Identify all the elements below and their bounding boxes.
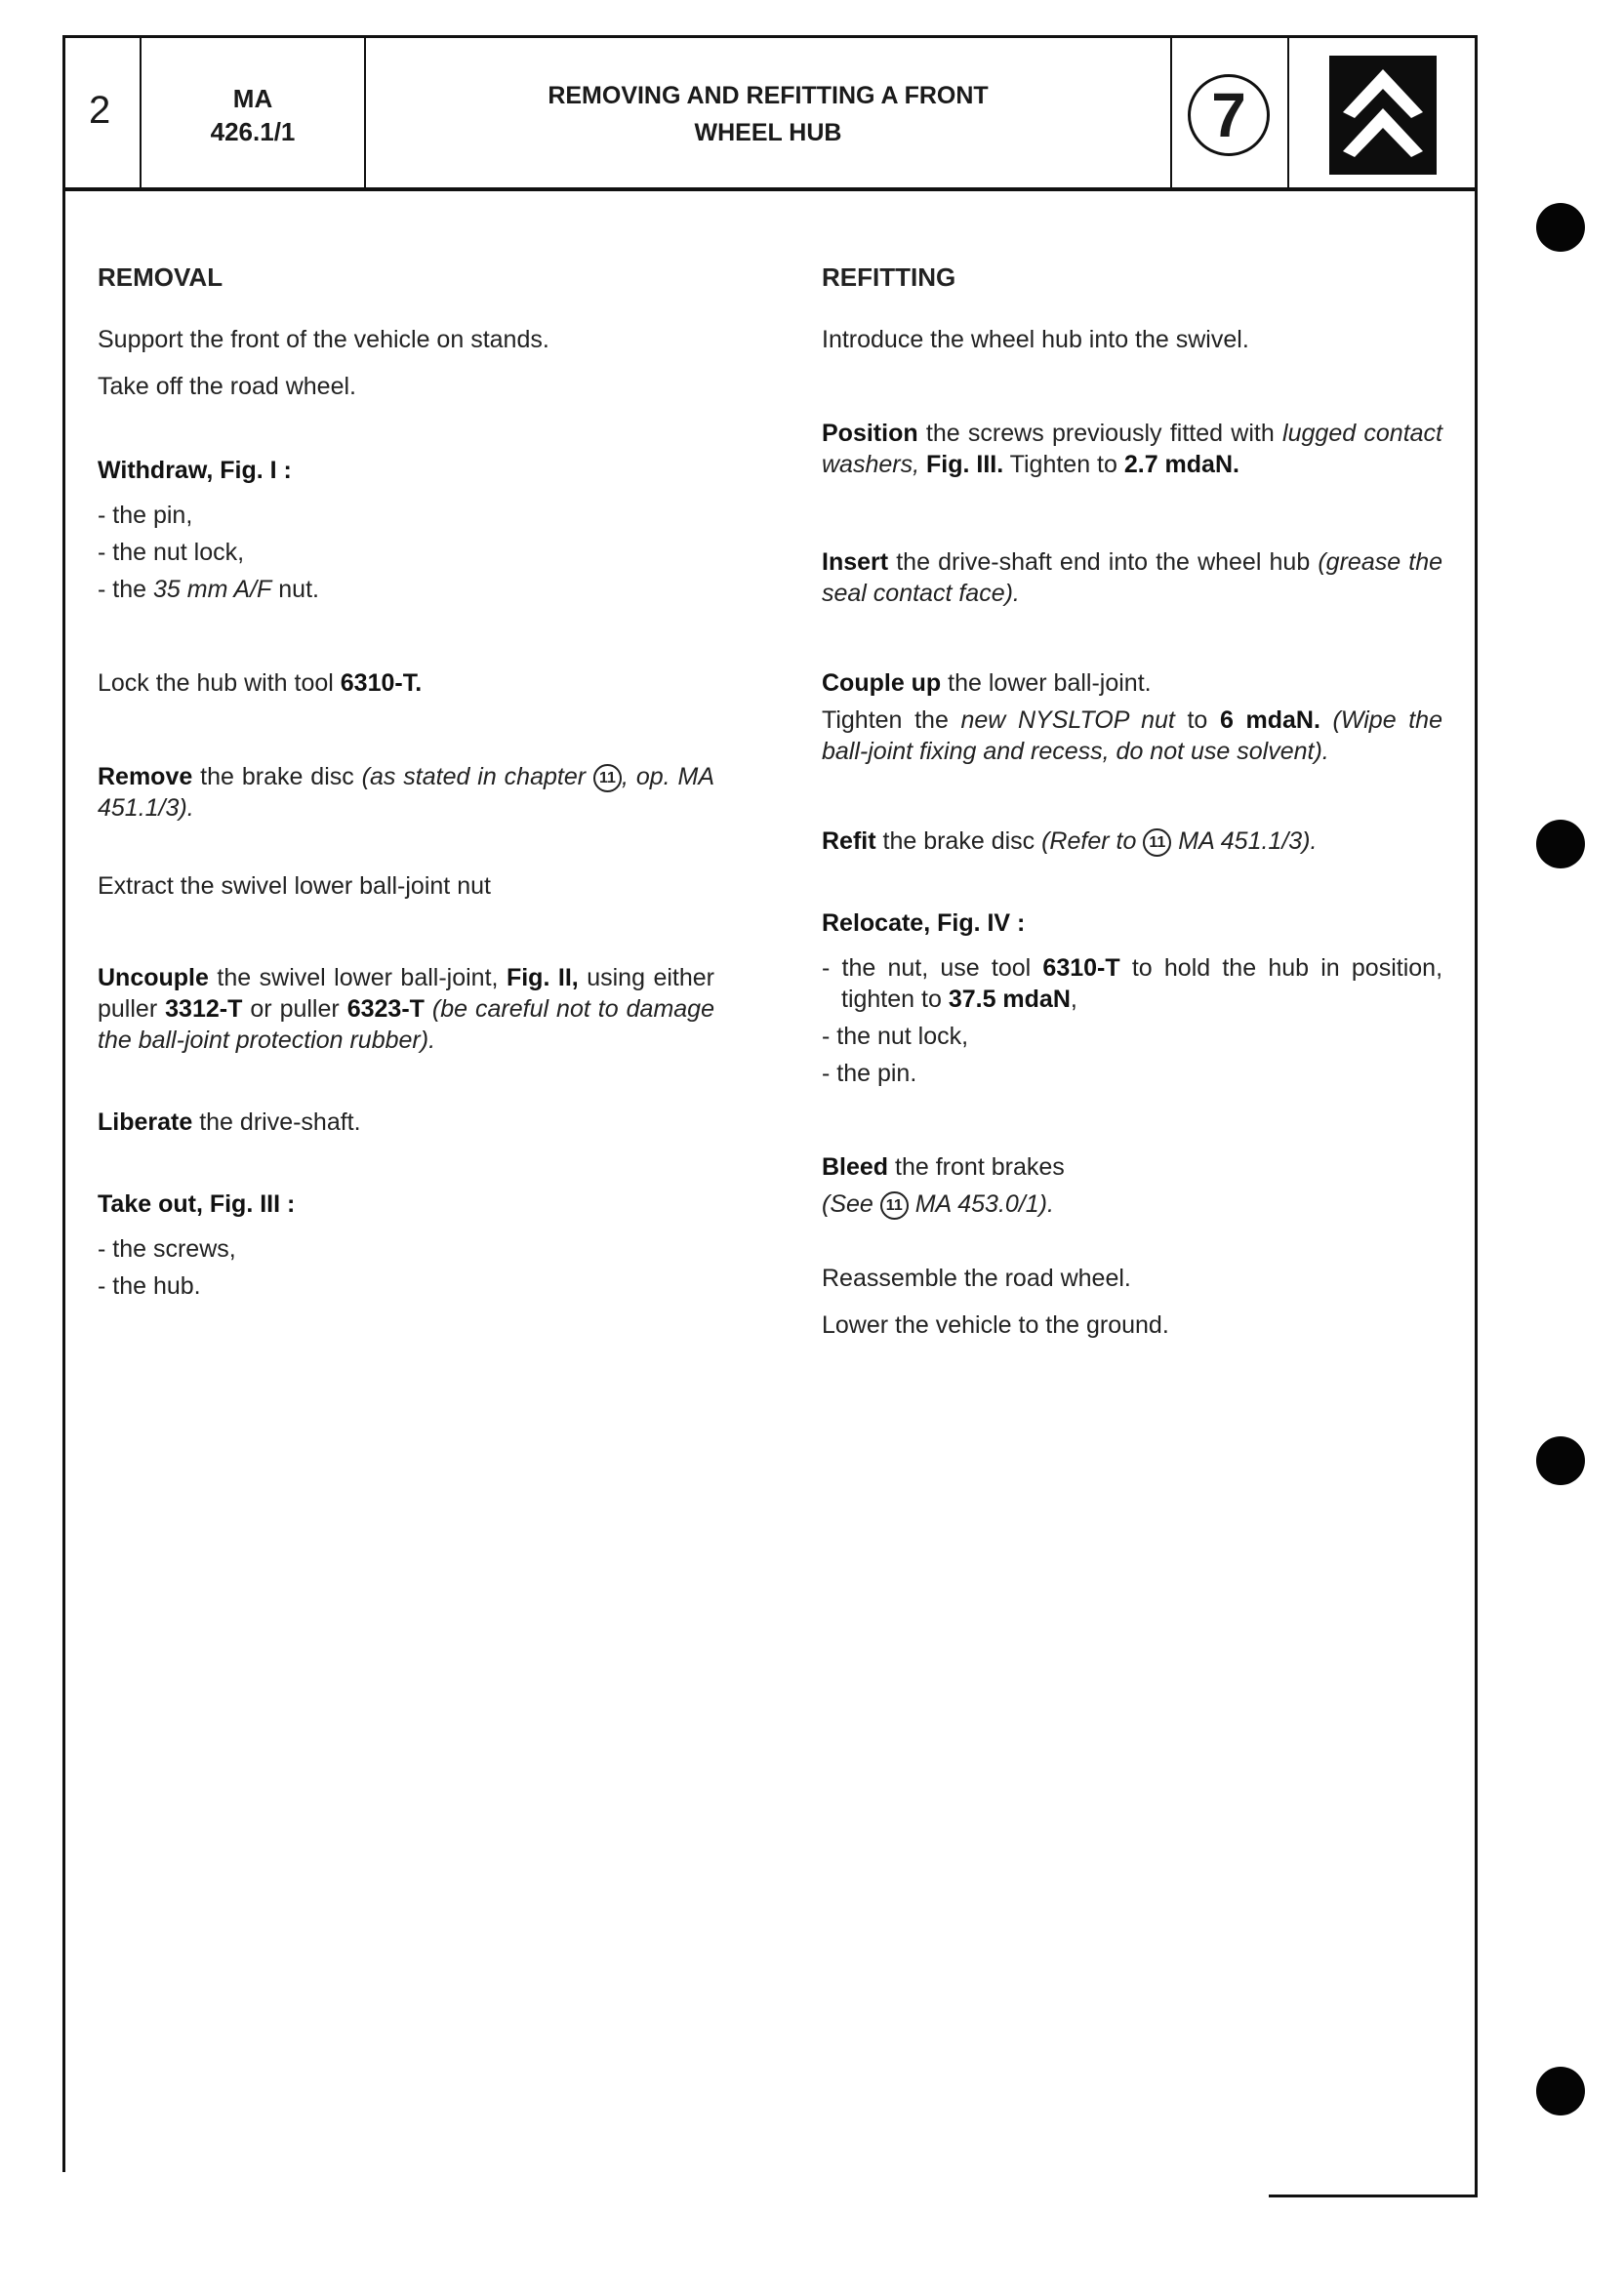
- removal-heading: REMOVAL: [98, 262, 223, 292]
- refit-step-position: Position the screws previously fitted with lugged contact washers, Fig. III. Tighten to 2.7 mdaN.: [822, 420, 1443, 478]
- chapter-ref-icon: 11: [880, 1191, 909, 1220]
- removal-step-support: Support the front of the vehicle on stands.: [98, 326, 549, 353]
- removal-column: [98, 262, 714, 1302]
- page-header: [62, 35, 1478, 191]
- binder-hole: [1536, 2067, 1585, 2115]
- removal-step-lock-hub: Lock the hub with tool 6310-T.: [98, 669, 423, 697]
- withdraw-label: Withdraw, Fig. I :: [98, 457, 292, 484]
- list-item: - the nut, use tool 6310-T to hold the hub in position, tighten to 37.5 mdaN,: [822, 954, 1443, 1013]
- refit-step-insert: Insert the drive-shaft end into the wheel hub (grease the seal contact face).: [822, 548, 1443, 607]
- relocate-label: Relocate, Fig. IV :: [822, 909, 1026, 937]
- chapter-number: 7: [1188, 74, 1270, 156]
- page-frame-bottom: [1269, 2195, 1478, 2197]
- refit-step-tighten: Tighten the new NYSLTOP nut to 6 mdaN. (Wipe the ball-joint fixing and recess, do not use solvent).: [822, 706, 1442, 765]
- removal-step-liberate: Liberate the drive-shaft.: [98, 1108, 361, 1136]
- chapter-ref-icon: 11: [1143, 828, 1171, 857]
- list-item: - the pin,: [98, 502, 193, 529]
- list-item: - the 35 mm A/F nut.: [98, 576, 319, 603]
- page-title-line-1: REMOVING AND REFITTING A FRONT: [548, 82, 989, 109]
- binder-hole: [1536, 1436, 1585, 1485]
- page-number-cell: [65, 38, 142, 187]
- relocate-list: [822, 952, 1442, 1089]
- chapter-cell: [1172, 38, 1289, 187]
- takeout-label: Take out, Fig. III :: [98, 1190, 296, 1218]
- removal-step-wheel: Take off the road wheel.: [98, 373, 356, 400]
- refit-step-bleed-ref: (See 11 MA 453.0/1).: [822, 1190, 1054, 1218]
- refitting-column: [822, 262, 1442, 1341]
- binder-hole: [1536, 820, 1585, 868]
- binder-hole: [1536, 203, 1585, 252]
- list-item: - the nut lock,: [98, 539, 245, 566]
- refit-step-couple: Couple up the lower ball-joint.: [822, 669, 1152, 697]
- logo-cell: [1289, 38, 1475, 187]
- chapter-ref-icon: 11: [593, 764, 622, 792]
- refit-step-refit-disc: Refit the brake disc (Refer to 11 MA 451.1/3).: [822, 827, 1318, 855]
- takeout-list: [98, 1233, 714, 1302]
- page-title-cell: [366, 38, 1172, 187]
- refitting-heading: REFITTING: [822, 262, 956, 292]
- removal-step-uncouple: Uncouple the swivel lower ball-joint, Fig. II, using either puller 3312-T or puller 6323-T (be careful not to damage the ball-joint protection rubber).: [98, 964, 714, 1054]
- list-item: - the nut lock,: [822, 1023, 969, 1050]
- page-frame-right: [1475, 35, 1478, 2196]
- refit-step-lower: Lower the vehicle to the ground.: [822, 1311, 1169, 1339]
- page-number: 2: [89, 89, 111, 132]
- list-item: - the pin.: [822, 1060, 917, 1087]
- ref-line-1: MA: [232, 84, 273, 113]
- withdraw-list: [98, 500, 714, 605]
- removal-step-extract: Extract the swivel lower ball-joint nut: [98, 872, 491, 900]
- manual-reference-cell: [142, 38, 366, 187]
- refit-step-bleed: Bleed the front brakes: [822, 1153, 1065, 1181]
- refit-step-reassemble: Reassemble the road wheel.: [822, 1265, 1131, 1292]
- page-title-line-2: WHEEL HUB: [694, 119, 842, 146]
- list-item: - the screws,: [98, 1235, 236, 1263]
- page-frame-left: [62, 35, 65, 2172]
- refit-step-introduce: Introduce the wheel hub into the swivel.: [822, 326, 1249, 353]
- citroen-logo-icon: [1329, 56, 1437, 175]
- removal-step-remove-disc: Remove the brake disc (as stated in chapter 11 , op. MA 451.1/3).: [98, 763, 715, 822]
- ref-line-2: 426.1/1: [210, 117, 296, 146]
- list-item: - the hub.: [98, 1272, 201, 1300]
